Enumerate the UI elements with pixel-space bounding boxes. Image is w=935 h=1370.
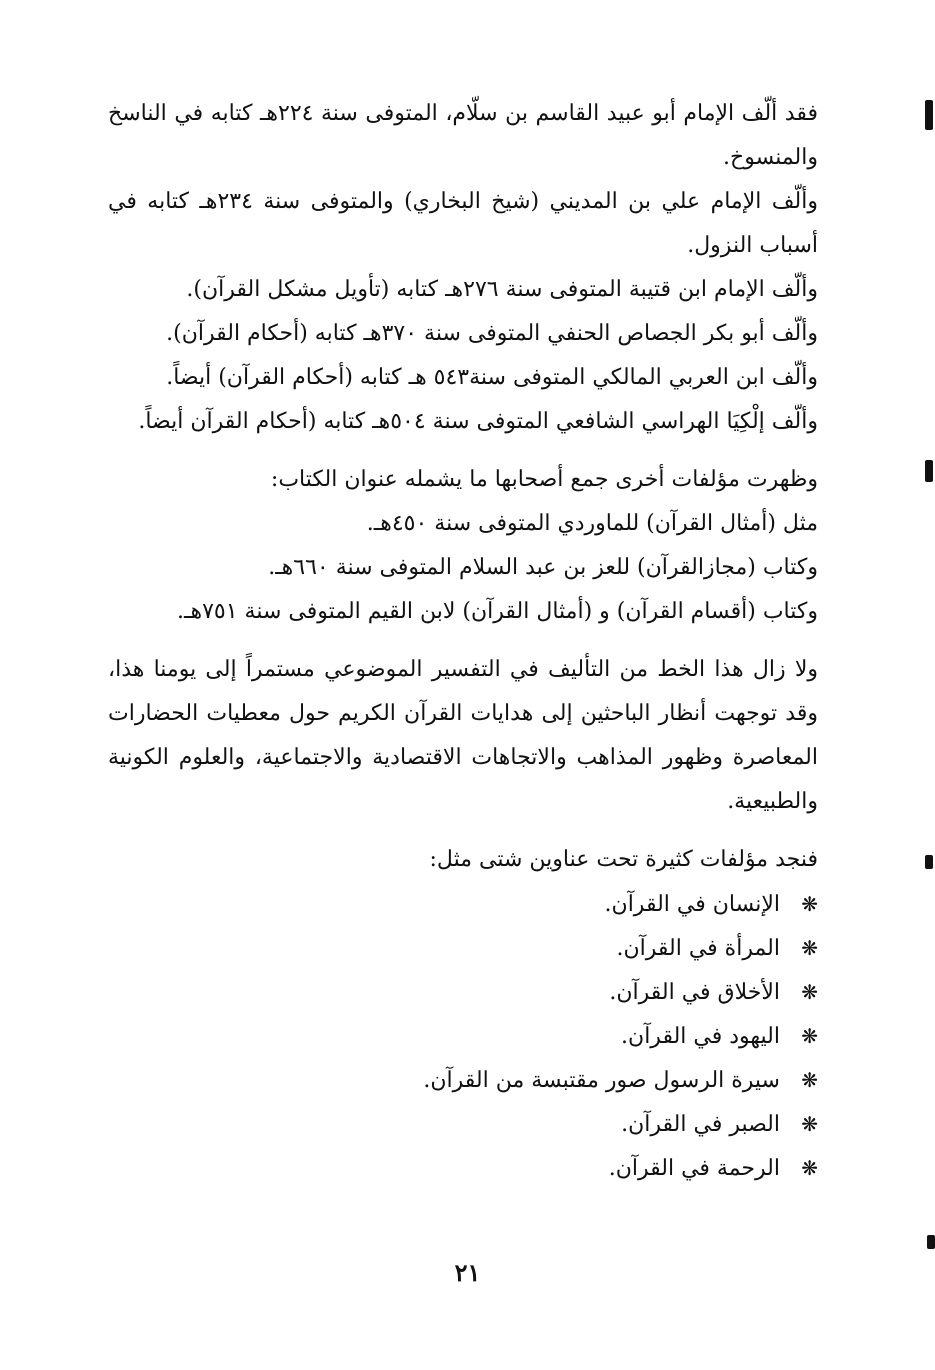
topics-list [108,882,863,1190]
paragraph-6: وألّف إلْكِيَا الهراسي الشافعي المتوفى سنة ٥٠٤هـ كتابه (أحكام القرآن أيضاً. [138,409,818,434]
page-number: ٢١ [454,1258,481,1287]
paragraph-4: وألّف أبو بكر الجصاص الحنفي المتوفى سنة ٣٧٠هـ كتابه (أحكام القرآن). [166,321,818,346]
paragraph-9: وكتاب (مجازالقرآن) للعز بن عبد السلام المتوفى سنة ٦٦٠هـ. [268,555,818,580]
paragraph-3: وألّف الإمام ابن قتيبة المتوفى سنة ٢٧٦هـ كتابه (تأويل مشكل القرآن). [186,277,818,302]
asterism-icon: ❋ [801,980,818,1004]
spacer [108,444,863,458]
list-item-text: الإنسان في القرآن. [604,892,780,917]
list-item [108,970,818,1014]
paragraph-1: فقد ألّف الإمام أبو عبيد القاسم بن سلّام، المتوفى سنة ٢٢٤هـ كتابه في الناسخ والمنسوخ. [108,101,818,170]
list-item [108,1102,818,1146]
paragraph-2: وألّف الإمام علي بن المديني (شيخ البخاري) والمتوفى سنة ٢٣٤هـ كتابه في أسباب النزول. [108,189,819,258]
paragraph-7: وظهرت مؤلفات أخرى جمع أصحابها ما يشمله عنوان الكتاب: [270,467,818,492]
list-item [108,1014,818,1058]
scan-edge-mark [925,460,933,482]
list-item [108,926,818,970]
paragraph-long: ولا زال هذا الخط من التأليف في التفسير الموضوعي مستمراً إلى يومنا هذا، وقد توجهت أنظار الباحثين إلى هدايات القرآن الكريم حول معطيات الحضارات المعاصرة وظهور المذاهب والاتجاهات الاقتصادية والاجتماعية، والعلوم الكونية والطبيعية. [108,657,818,814]
list-item [108,1146,818,1190]
list-item-text: سيرة الرسول صور مقتبسة من القرآن. [423,1068,780,1093]
asterism-icon: ❋ [801,892,818,916]
asterism-icon: ❋ [801,936,818,960]
scan-edge-mark [925,100,933,130]
list-item-text: المرأة في القرآن. [616,936,780,961]
list-item [108,882,818,926]
paragraph-8: مثل (أمثال القرآن) للماوردي المتوفى سنة ٤٥٠هـ. [366,511,818,536]
list-intro: فنجد مؤلفات كثيرة تحت عناوين شتى مثل: [429,847,818,872]
page-body [108,92,863,1190]
spacer [108,824,863,838]
list-item-text: الصبر في القرآن. [621,1112,780,1137]
asterism-icon: ❋ [801,1024,818,1048]
paragraph-5: وألّف ابن العربي المالكي المتوفى سنة٥٤٣ هـ كتابه (أحكام القرآن) أيضاً. [166,365,818,390]
list-item-text: اليهود في القرآن. [621,1024,780,1049]
scan-edge-mark [927,1235,935,1249]
spacer [108,634,863,648]
scan-edge-mark [925,855,933,869]
paragraph-10: وكتاب (أقسام القرآن) و (أمثال القرآن) لابن القيم المتوفى سنة ٧٥١هـ. [177,599,818,624]
list-item-text: الأخلاق في القرآن. [609,980,780,1005]
list-item-text: الرحمة في القرآن. [608,1156,780,1181]
list-item [108,1058,818,1102]
asterism-icon: ❋ [801,1112,818,1136]
asterism-icon: ❋ [801,1068,818,1092]
asterism-icon: ❋ [801,1156,818,1180]
